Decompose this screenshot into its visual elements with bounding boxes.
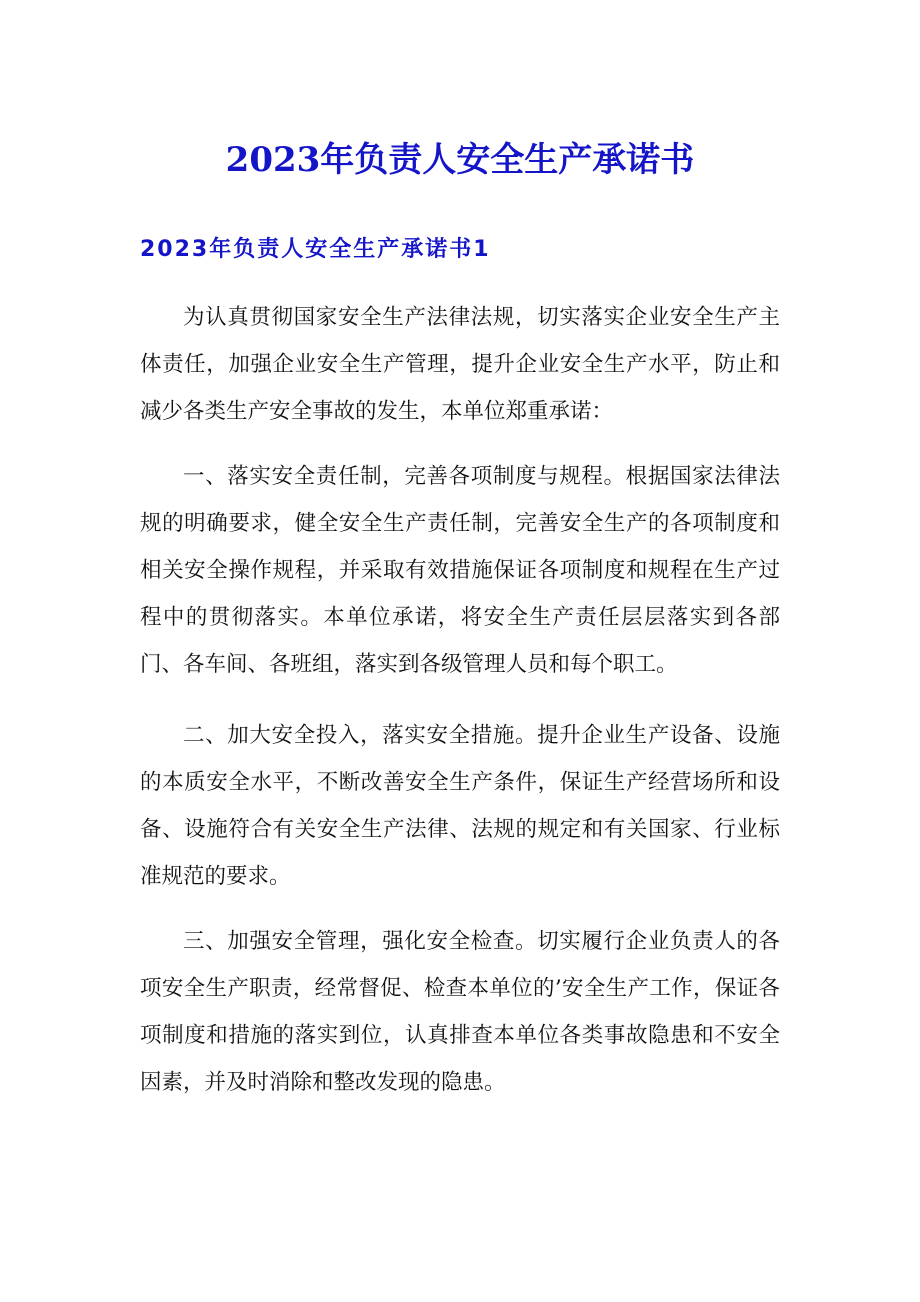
commitment-item-3: 三、加强安全管理，强化安全检查。切实履行企业负责人的各项安全生产职责，经常督促、检查本单位的’安全生产工作，保证各项制度和措施的落实到位，认真排查本单位各类事故隐患和不安全因素，并及时消除和整改发现的隐患。 bbox=[140, 929, 780, 1095]
section-heading: 2023年负责人安全生产承诺书1 bbox=[140, 237, 491, 262]
document-title: 2023年负责人安全生产承诺书 bbox=[225, 140, 695, 180]
commitment-item-1: 一、落实安全责任制，完善各项制度与规程。根据国家法律法规的明确要求，健全安全生产责任制，完善安全生产的各项制度和相关安全操作规程，并采取有效措施保证各项制度和规程在生产过程中的贯彻落实。本单位承诺，将安全生产责任层层落实到各部门、各车间、各班组，落实到各级管理人员和每个职工。 bbox=[140, 464, 780, 677]
commitment-item-2: 二、加大安全投入，落实安全措施。提升企业生产设备、设施的本质安全水平，不断改善安全生产条件，保证生产经营场所和设备、设施符合有关安全生产法律、法规的规定和有关国家、行业标准规范的要求。 bbox=[140, 723, 780, 889]
intro-paragraph: 为认真贯彻国家安全生产法律法规，切实落实企业安全生产主体责任，加强企业安全生产管理，提升企业安全生产水平，防止和减少各类生产安全事故的发生，本单位郑重承诺： bbox=[140, 305, 780, 424]
